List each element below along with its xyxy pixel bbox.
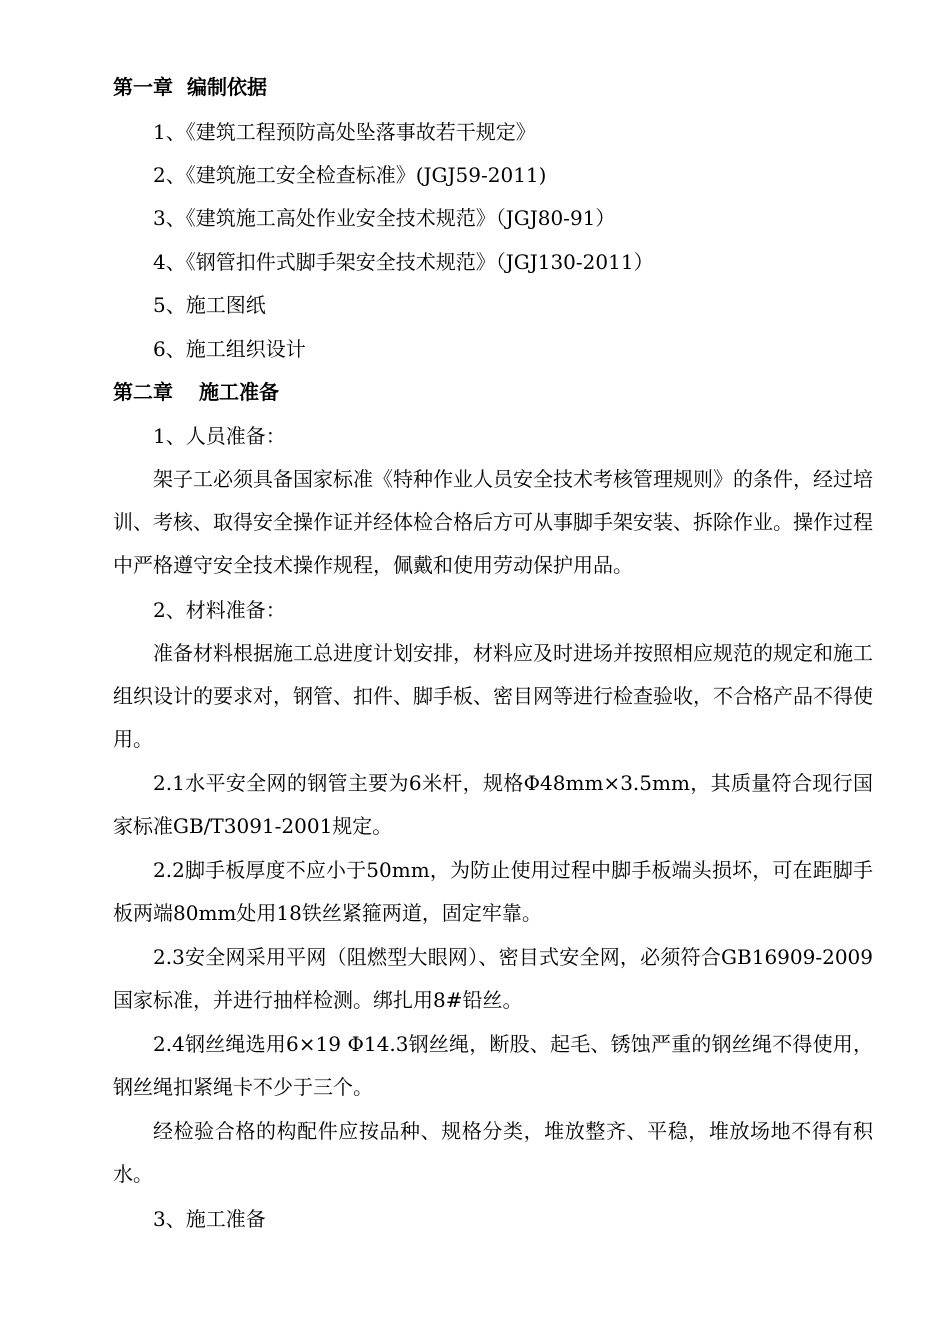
chapter-2-title: 施工准备 <box>199 380 279 404</box>
chapter-2-label: 第二章 <box>113 380 173 404</box>
reference-item-4: 4、《钢管扣件式脚手架安全技术规范》（JGJ130-2011） <box>153 250 654 274</box>
reference-item-1: 1、《建筑工程预防高处坠落事故若干规定》 <box>153 120 536 144</box>
personnel-paragraph: 架子工必须具备国家标准《特种作业人员安全技术考核管理规则》的条件，经过培训、考核、取得安全操作证并经体检合格后方可从事脚手架安装、拆除作业。操作过程中严格遵守安全技术操作规程，佩戴和使用劳动保护用品。 <box>113 467 873 577</box>
reference-item-6: 6、施工组织设计 <box>153 337 306 361</box>
personnel-heading: 1、人员准备： <box>153 424 286 448</box>
chapter-1-title: 编制依据 <box>187 75 267 99</box>
item-2-2-paragraph: 2.2脚手板厚度不应小于50mm，为防止使用过程中脚手板端头损坏，可在距脚手板两端80mm处用18铁丝紧箍两道，固定牢靠。 <box>113 858 873 925</box>
item-2-4-paragraph: 2.4钢丝绳选用6×19 Φ14.3钢丝绳，断股、起毛、锈蚀严重的钢丝绳不得使用，钢丝绳扣紧绳卡不少于三个。 <box>113 1032 873 1099</box>
reference-item-2: 2、《建筑施工安全检查标准》(JGJ59-2011) <box>153 163 547 187</box>
item-2-3-paragraph: 2.3安全网采用平网（阻燃型大眼网）、密目式安全网，必须符合GB16909-2009国家标准，并进行抽样检测。绑扎用8#铅丝。 <box>113 945 873 1012</box>
item-2-1-paragraph: 2.1水平安全网的钢管主要为6米杆，规格Φ48mm×3.5mm，其质量符合现行国家标准GB/T3091-2001规定。 <box>113 771 873 838</box>
chapter-1-label: 第一章 <box>113 75 173 99</box>
inspection-paragraph: 经检验合格的构配件应按品种、规格分类，堆放整齐、平稳，堆放场地不得有积水。 <box>113 1119 873 1186</box>
reference-item-3: 3、《建筑施工高处作业安全技术规范》（JGJ80-91） <box>153 206 616 230</box>
construction-heading: 3、施工准备 <box>153 1207 266 1231</box>
materials-paragraph: 准备材料根据施工总进度计划安排，材料应及时进场并按照相应规范的规定和施工组织设计的要求对，钢管、扣件、脚手板、密目网等进行检查验收，不合格产品不得使用。 <box>113 641 873 751</box>
materials-heading: 2、材料准备： <box>153 598 286 622</box>
chapter-1-heading <box>113 72 267 102</box>
reference-item-5: 5、施工图纸 <box>153 293 266 317</box>
chapter-2-heading <box>113 377 279 407</box>
